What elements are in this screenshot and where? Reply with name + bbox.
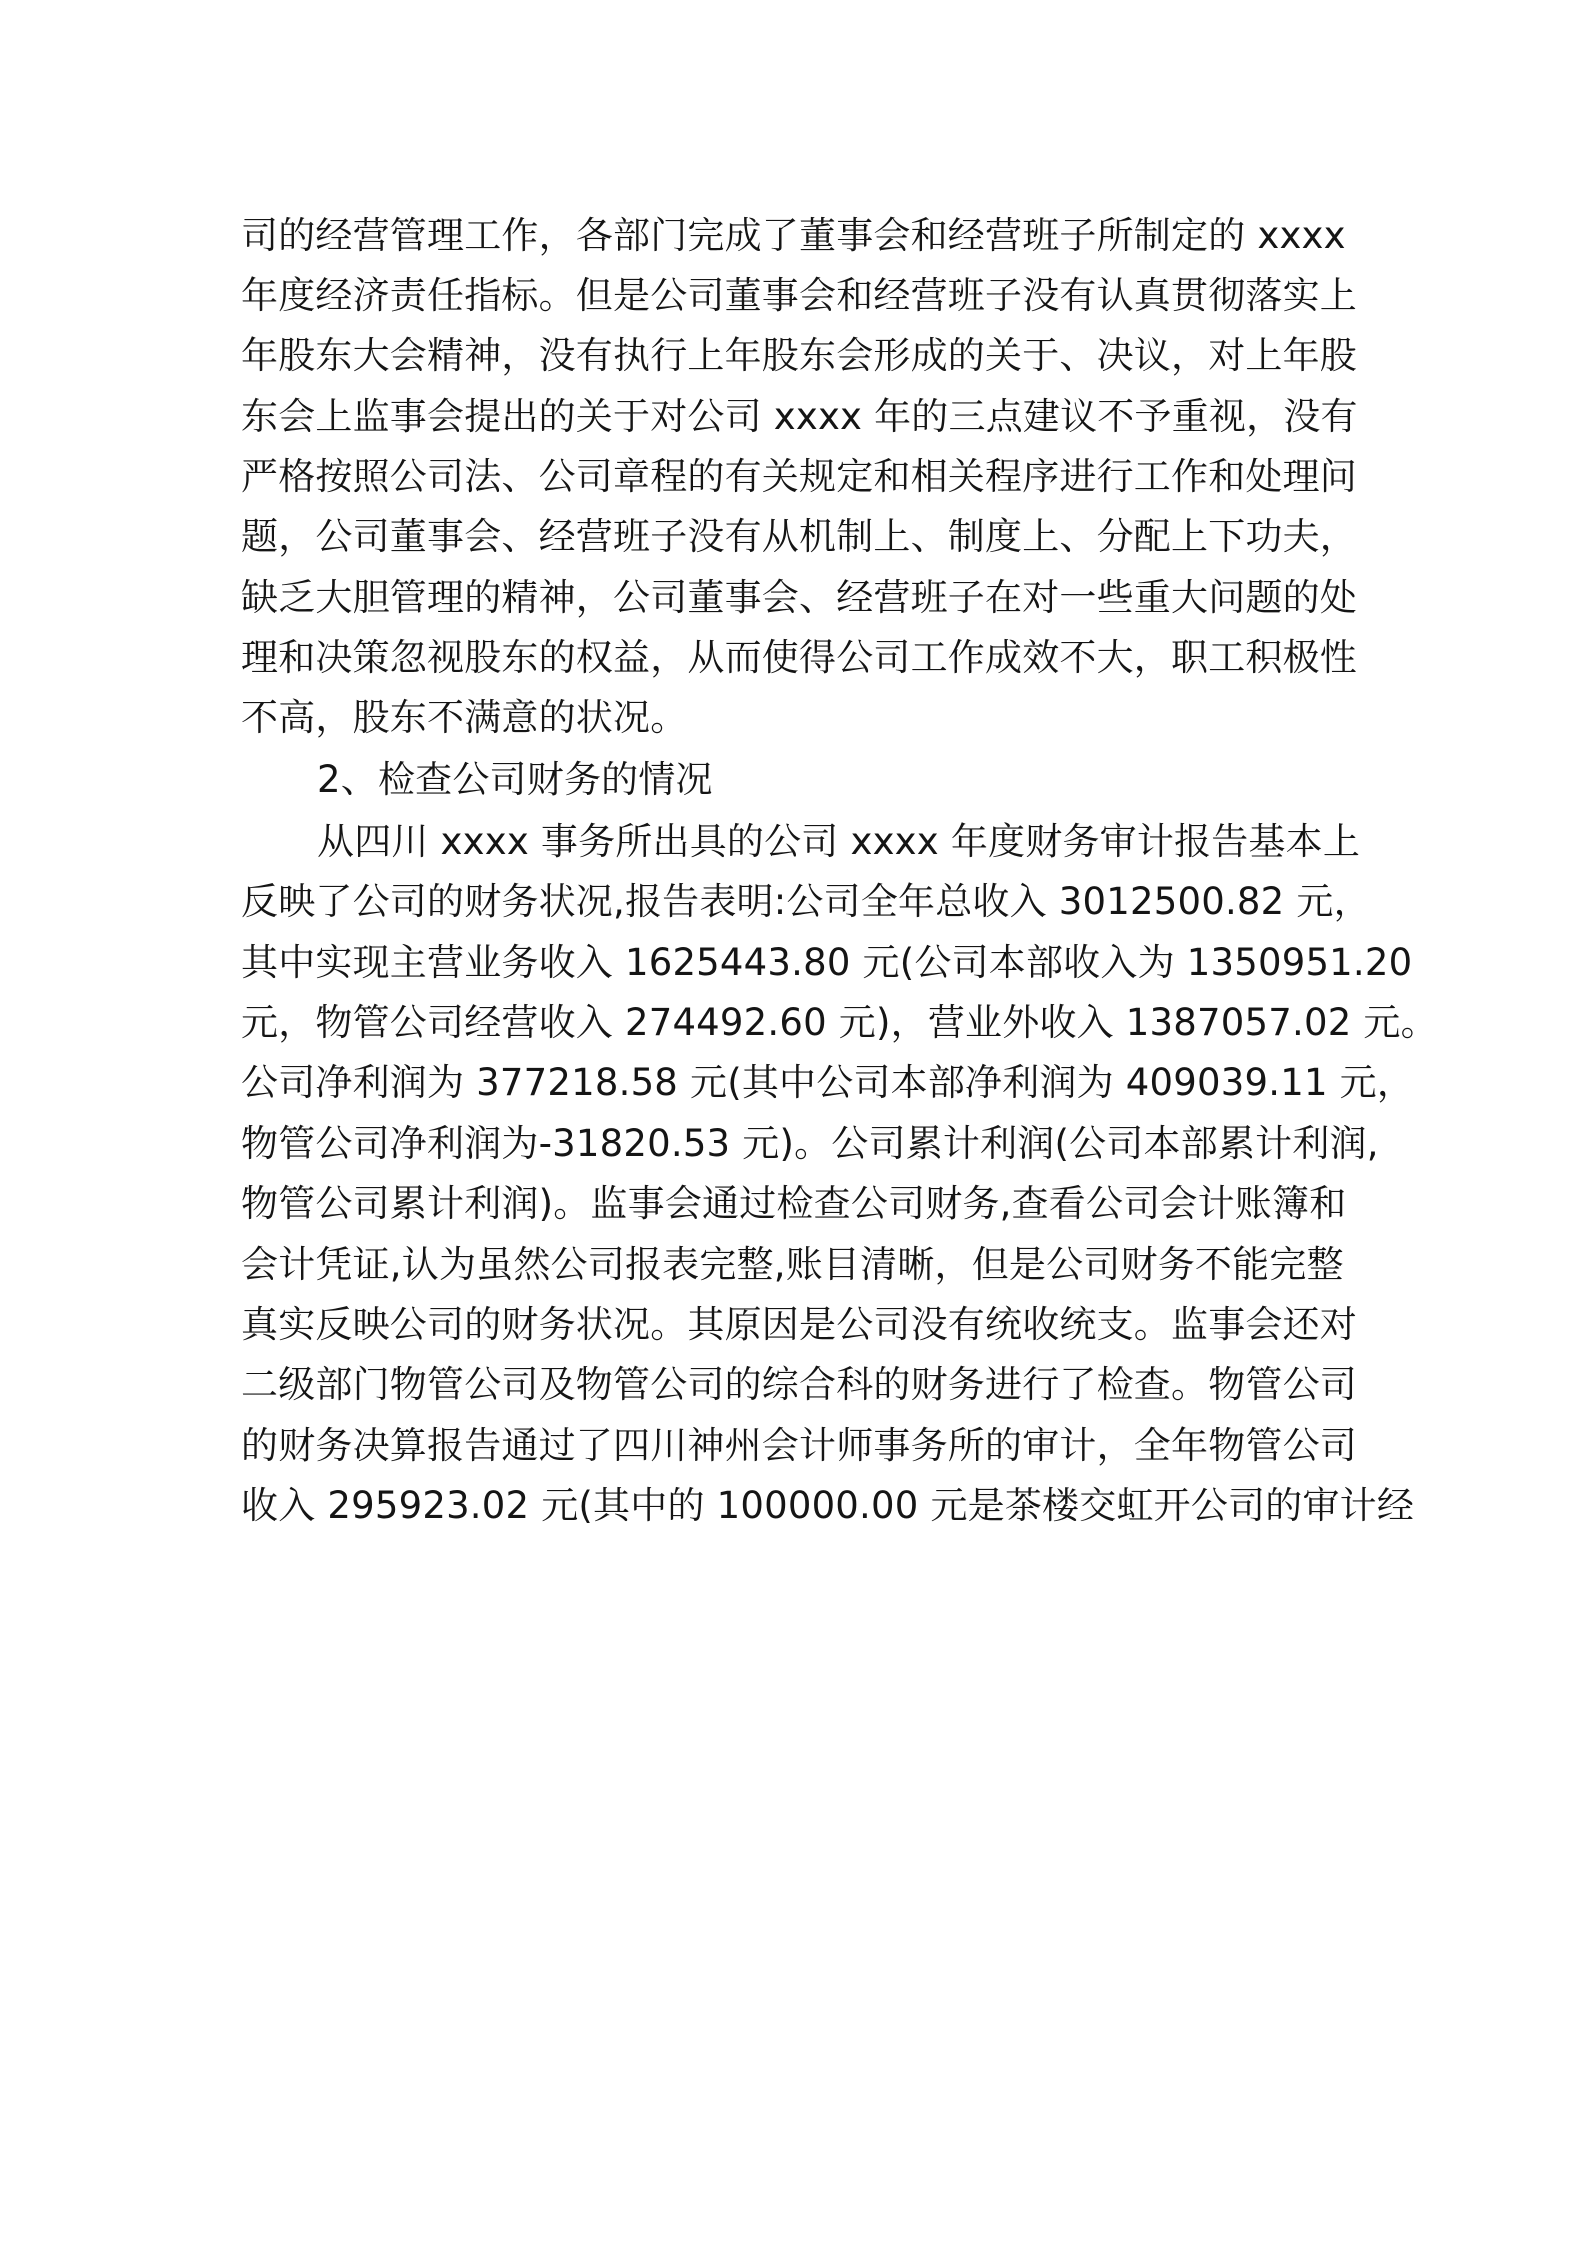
- paragraph-1-line-2: 年度经济责任指标。但是公司董事会和经营班子没有认真贯彻落实上: [241, 274, 1357, 317]
- paragraph-1-line-6: 题，公司董事会、经营班子没有从机制上、制度上、分配上下功夫，: [241, 515, 1357, 558]
- paragraph-1-line-3: 年股东大会精神，没有执行上年股东会形成的关于、决议，对上年股: [241, 334, 1357, 377]
- paragraph-1-line-8: 理和决策忽视股东的权益，从而使得公司工作成效不大，职工积极性: [241, 636, 1357, 679]
- paragraph-2-line-5: 公司净利润为 377218.58 元(其中公司本部净利润为 409039.11 元，: [241, 1061, 1415, 1104]
- paragraph-2-line-8: 会计凭证,认为虽然公司报表完整,账目清晰，但是公司财务不能完整: [241, 1243, 1344, 1286]
- paragraph-2-line-3: 其中实现主营业务收入 1625443.80 元(公司本部收入为 1350951.20: [241, 941, 1413, 984]
- section-heading: 2、检查公司财务的情况: [317, 758, 713, 801]
- paragraph-2-line-12: 收入 295923.02 元(其中的 100000.00 元是茶楼交虹开公司的审计经: [241, 1484, 1415, 1527]
- paragraph-1-line-9: 不高，股东不满意的状况。: [241, 696, 688, 739]
- paragraph-2-line-10: 二级部门物管公司及物管公司的综合科的财务进行了检查。物管公司: [241, 1363, 1357, 1406]
- paragraph-1-line-1: 司的经营管理工作，各部门完成了董事会和经营班子所制定的 xxxx: [241, 214, 1346, 257]
- paragraph-2-line-6: 物管公司净利润为-31820.53 元)。公司累计利润(公司本部累计利润,: [241, 1122, 1379, 1165]
- paragraph-1-line-5: 严格按照公司法、公司章程的有关规定和相关程序进行工作和处理问: [241, 455, 1357, 498]
- paragraph-2-line-9: 真实反映公司的财务状况。其原因是公司没有统收统支。监事会还对: [241, 1303, 1357, 1346]
- paragraph-1-line-4: 东会上监事会提出的关于对公司 xxxx 年的三点建议不予重视，没有: [241, 395, 1358, 438]
- paragraph-2-line-4: 元，物管公司经营收入 274492.60 元)，营业外收入 1387057.02 元。: [241, 1001, 1438, 1044]
- paragraph-1-line-7: 缺乏大胆管理的精神，公司董事会、经营班子在对一些重大问题的处: [241, 576, 1357, 619]
- paragraph-2-line-1: 从四川 xxxx 事务所出具的公司 xxxx 年度财务审计报告基本上: [317, 820, 1361, 863]
- paragraph-2-line-11: 的财务决算报告通过了四川神州会计师事务所的审计，全年物管公司: [241, 1424, 1357, 1467]
- paragraph-2-line-7: 物管公司累计利润)。监事会通过检查公司财务,查看公司会计账簿和: [241, 1182, 1347, 1225]
- paragraph-2-line-2: 反映了公司的财务状况,报告表明:公司全年总收入 3012500.82 元，: [241, 880, 1371, 923]
